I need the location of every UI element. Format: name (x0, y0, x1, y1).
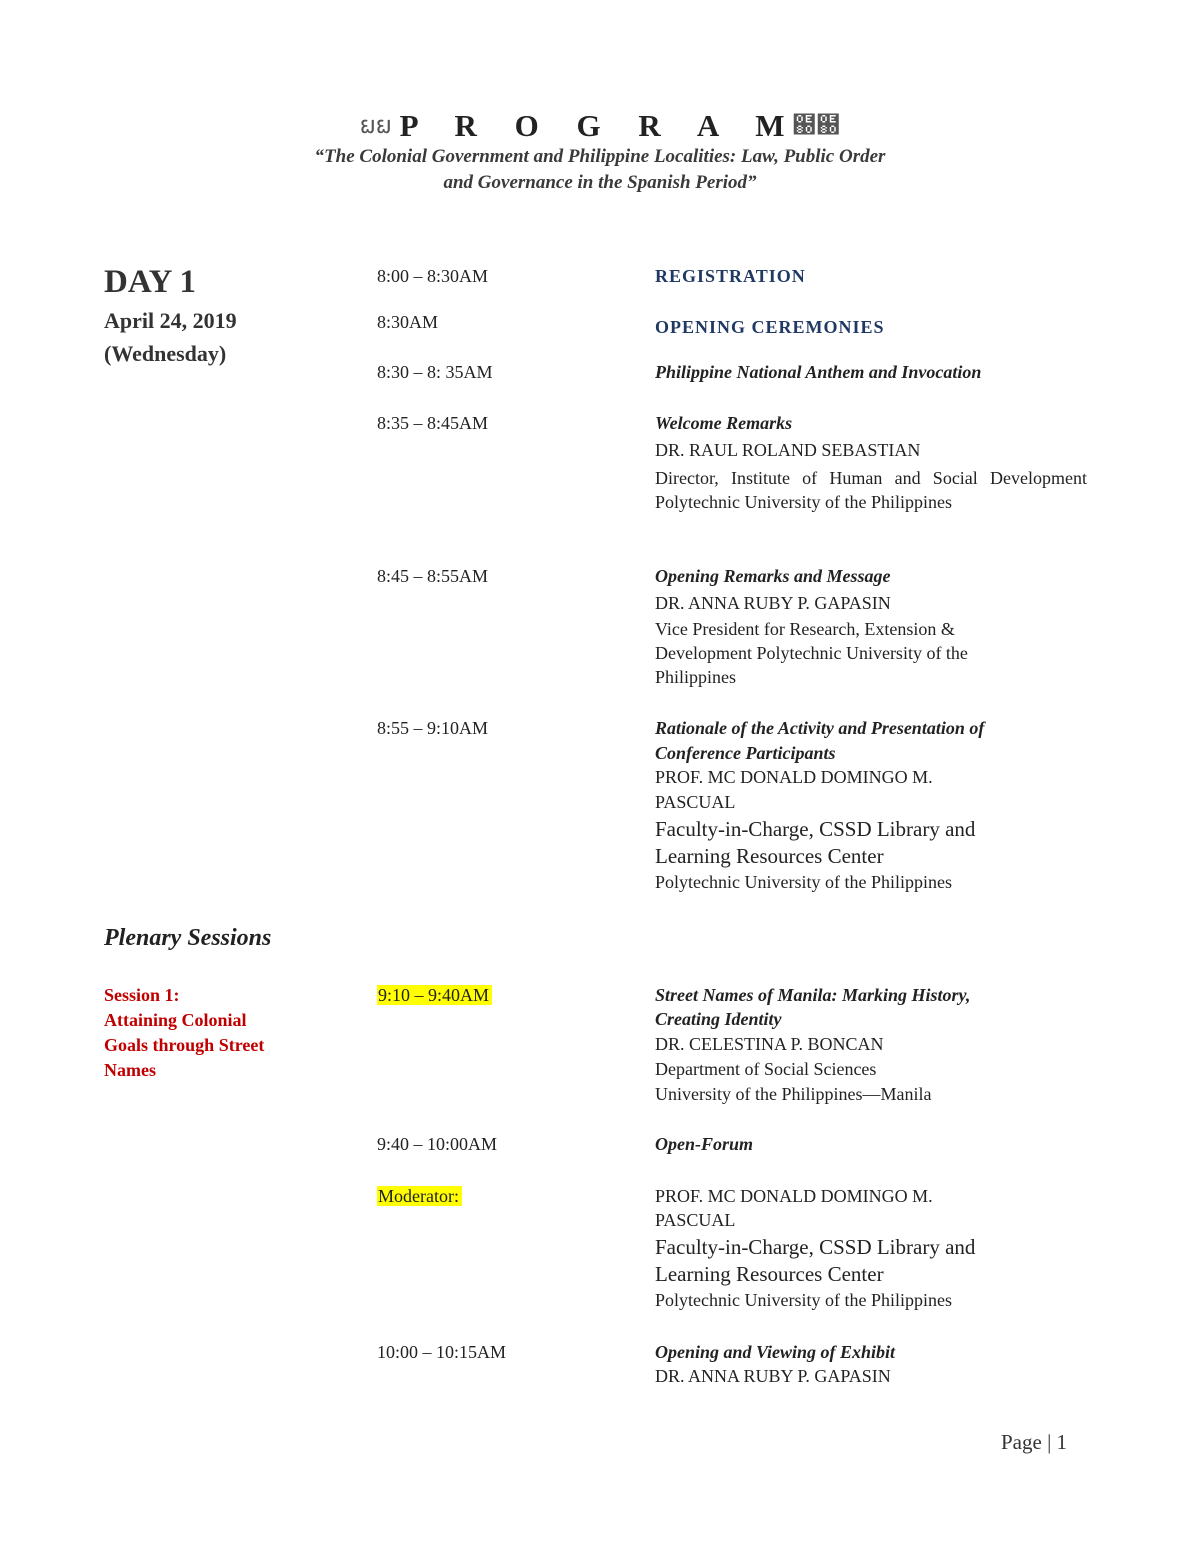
opening-remarks-speaker: DR. ANNA RUBY P. GAPASIN (655, 593, 891, 613)
program-title-text: P R O G R A M (399, 108, 800, 143)
moderator-position-2: Learning Resources Center (655, 1262, 884, 1286)
open-forum-title: Open-Forum (655, 1134, 754, 1154)
rationale-title-2: Conference Participants (655, 743, 836, 763)
moderator-name-1: PROF. MC DONALD DOMINGO M. (655, 1186, 933, 1206)
ornament-right-icon: ຀຀ (792, 113, 841, 139)
page-number: Page | 1 (1001, 1430, 1068, 1454)
plenary-heading: Plenary Sessions (104, 925, 272, 951)
day-title: DAY 1 (104, 264, 196, 300)
opening-remarks-affiliation-3: Philippines (655, 667, 737, 687)
highlighted-moderator: Moderator: (377, 1186, 462, 1206)
session-1-label-2: Attaining Colonial (104, 1010, 247, 1030)
session-1-label-1: Session 1: (104, 985, 180, 1005)
time-registration: 8:00 – 8:30AM (377, 266, 489, 286)
program-title (0, 106, 1200, 145)
time-opening-remarks: 8:45 – 8:55AM (377, 566, 489, 586)
street-names-affiliation-2: University of the Philippines—Manila (655, 1084, 932, 1104)
time-open-forum: 9:40 – 10:00AM (377, 1134, 498, 1154)
rationale-affiliation: Polytechnic University of the Philippines (655, 872, 952, 892)
moderator-name-2: PASCUAL (655, 1210, 736, 1230)
welcome-speaker-affiliation: Director, Institute of Human and Social Development Polytechnic University of the Philippines (655, 468, 1087, 512)
opening-remarks-title: Opening Remarks and Message (655, 566, 891, 586)
time-welcome-remarks: 8:35 – 8:45AM (377, 413, 489, 433)
opening-ceremonies-heading: OPENING CEREMONIES (655, 317, 885, 337)
rationale-title-1: Rationale of the Activity and Presentation of (655, 718, 985, 738)
rationale-speaker-1: PROF. MC DONALD DOMINGO M. (655, 767, 933, 787)
ornament-left-icon: ຏຏ (359, 113, 392, 139)
time-opening-ceremonies: 8:30AM (377, 312, 439, 332)
time-anthem: 8:30 – 8: 35AM (377, 362, 493, 382)
exhibit-speaker: DR. ANNA RUBY P. GAPASIN (655, 1366, 891, 1386)
welcome-remarks-title: Welcome Remarks (655, 413, 793, 433)
moderator-affiliation: Polytechnic University of the Philippines (655, 1290, 952, 1310)
registration-heading: REGISTRATION (655, 266, 806, 286)
welcome-speaker: DR. RAUL ROLAND SEBASTIAN (655, 440, 921, 460)
opening-remarks-affiliation-2: Development Polytechnic University of the (655, 643, 968, 663)
rationale-position-1: Faculty-in-Charge, CSSD Library and (655, 817, 976, 841)
anthem-title: Philippine National Anthem and Invocation (655, 362, 982, 382)
session-1-label-3: Goals through Street (104, 1035, 265, 1055)
street-names-title-1: Street Names of Manila: Marking History, (655, 985, 971, 1005)
rationale-speaker-2: PASCUAL (655, 792, 736, 812)
street-names-title-2: Creating Identity (655, 1009, 782, 1029)
moderator-position-1: Faculty-in-Charge, CSSD Library and (655, 1235, 976, 1259)
highlighted-time: 9:10 – 9:40AM (377, 985, 492, 1005)
day-weekday: (Wednesday) (104, 341, 227, 366)
exhibit-title: Opening and Viewing of Exhibit (655, 1342, 896, 1362)
subtitle-line-2: and Governance in the Spanish Period” (443, 172, 757, 193)
moderator-label (377, 1186, 462, 1207)
day-date: April 24, 2019 (104, 308, 237, 333)
subtitle-line-1: “The Colonial Government and Philippine Localities: Law, Public Order (314, 146, 886, 167)
rationale-position-2: Learning Resources Center (655, 844, 884, 868)
street-names-speaker: DR. CELESTINA P. BONCAN (655, 1034, 884, 1054)
session-1-label-4: Names (104, 1060, 156, 1080)
time-street-names (377, 985, 492, 1006)
time-exhibit: 10:00 – 10:15AM (377, 1342, 507, 1362)
street-names-affiliation-1: Department of Social Sciences (655, 1059, 877, 1079)
time-rationale: 8:55 – 9:10AM (377, 718, 489, 738)
opening-remarks-affiliation-1: Vice President for Research, Extension & (655, 619, 955, 639)
